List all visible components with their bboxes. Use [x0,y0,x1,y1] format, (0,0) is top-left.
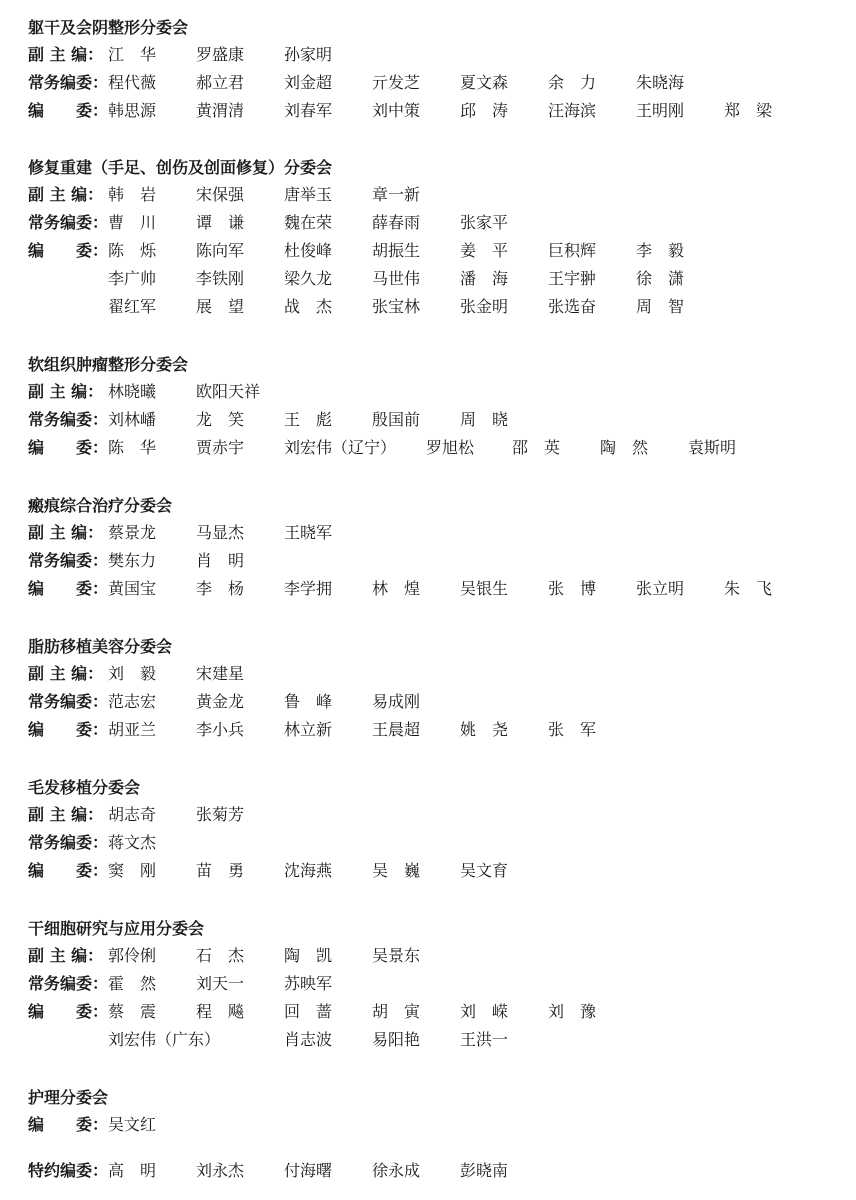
member-name: 刘 嵘 [460,1002,509,1021]
role-label: 副 主 编： [28,382,104,401]
member-name: 苗 勇 [196,861,245,880]
member-name: 袁斯明 [688,438,737,457]
member-name: 张宝林 [372,297,421,316]
member-name: 胡 寅 [372,1002,421,1021]
member-name: 翟红军 [108,297,157,316]
member-name: 马显杰 [196,523,245,542]
member-name: 张立明 [636,579,685,598]
member-row [0,578,856,600]
member-name: 郑 梁 [724,101,773,120]
member-name: 朱 飞 [724,579,773,598]
member-name: 肖志波 [284,1030,333,1049]
member-name: 殷国前 [372,410,421,429]
member-name: 贾赤宇 [196,438,245,457]
member-name: 李学拥 [284,579,333,598]
member-name: 回 蔷 [284,1002,333,1021]
member-name: 潘 海 [460,269,509,288]
member-name: 李铁刚 [196,269,245,288]
member-name: 周 智 [636,297,685,316]
member-name: 张选奋 [548,297,597,316]
member-name: 夏文森 [460,73,509,92]
role-label: 常务编委： [28,833,109,852]
member-name: 胡振生 [372,241,421,260]
member-row [0,691,856,713]
member-name: 王晓军 [284,523,333,542]
role-label: 编 委： [28,101,109,120]
member-name: 苏映军 [284,974,333,993]
member-name: 黄金龙 [196,692,245,711]
role-label: 常务编委： [28,410,109,429]
member-name: 付海曙 [284,1161,333,1180]
member-name: 梁久龙 [284,269,333,288]
member-name: 张菊芳 [196,805,245,824]
role-label: 编 委： [28,1002,109,1021]
member-name: 陶 然 [600,438,649,457]
member-name: 刘 毅 [108,664,157,683]
member-name: 蔡景龙 [108,523,157,542]
member-name: 范志宏 [108,692,157,711]
role-label: 编 委： [28,241,109,260]
member-row [0,44,856,66]
member-row [0,437,856,459]
member-name: 韩思源 [108,101,157,120]
role-label: 副 主 编： [28,946,104,965]
member-row [0,663,856,685]
member-name: 张家平 [460,213,509,232]
committee-title: 躯干及会阴整形分委会 [28,18,189,37]
member-name: 徐永成 [372,1161,421,1180]
member-name: 刘宏伟（辽宁） [284,438,397,457]
member-name: 张 博 [548,579,597,598]
member-name: 刘 豫 [548,1002,597,1021]
member-name: 王明刚 [636,101,685,120]
role-label: 编 委： [28,1115,109,1134]
committee-title: 毛发移植分委会 [28,778,141,797]
member-name: 刘天一 [196,974,245,993]
member-name: 彭晓南 [460,1161,509,1180]
member-name: 樊东力 [108,551,157,570]
member-name: 余 力 [548,73,597,92]
member-name: 欧阳天祥 [196,382,261,401]
member-row [0,832,856,854]
member-row [0,719,856,741]
committee-title: 护理分委会 [28,1088,109,1107]
member-name: 郝立君 [196,73,245,92]
role-label: 副 主 编： [28,185,104,204]
member-name: 罗旭松 [426,438,475,457]
member-row [0,1114,856,1136]
member-name: 程 飚 [196,1002,245,1021]
member-name: 胡志奇 [108,805,157,824]
member-name: 霍 然 [108,974,157,993]
member-row [0,1001,856,1023]
member-name: 邱 涛 [460,101,509,120]
committee-title: 修复重建（手足、创伤及创面修复）分委会 [28,158,333,177]
member-name: 窦 刚 [108,861,157,880]
member-name: 李小兵 [196,720,245,739]
member-row [0,184,856,206]
member-name: 郭伶俐 [108,946,157,965]
role-label: 编 委： [28,720,109,739]
member-name: 汪海滨 [548,101,597,120]
member-name: 刘金超 [284,73,333,92]
member-name: 刘永杰 [196,1161,245,1180]
member-name: 陈 烁 [108,241,157,260]
member-name: 章一新 [372,185,421,204]
role-label: 常务编委： [28,974,109,993]
member-name: 黄渭清 [196,101,245,120]
member-row [0,1160,856,1182]
role-label: 编 委： [28,438,109,457]
member-name: 刘春军 [284,101,333,120]
member-name: 江 华 [108,45,157,64]
role-label: 副 主 编： [28,805,104,824]
role-label: 常务编委： [28,551,109,570]
member-name: 姚 尧 [460,720,509,739]
member-name: 宋建星 [196,664,245,683]
member-name: 李 毅 [636,241,685,260]
member-row [0,973,856,995]
member-row [0,381,856,403]
member-name: 李广帅 [108,269,157,288]
member-row [0,522,856,544]
member-name: 朱晓海 [636,73,685,92]
member-name: 吴 巍 [372,861,421,880]
member-row [0,240,856,262]
member-row [0,100,856,122]
member-name: 林立新 [284,720,333,739]
committee-title: 干细胞研究与应用分委会 [28,919,205,938]
member-name: 易成刚 [372,692,421,711]
member-name: 林 煌 [372,579,421,598]
member-row [0,804,856,826]
member-name: 肖 明 [196,551,245,570]
member-name: 谭 谦 [196,213,245,232]
member-name: 徐 潇 [636,269,685,288]
member-name: 魏在荣 [284,213,333,232]
member-row [0,860,856,882]
member-row [0,72,856,94]
role-label: 常务编委： [28,73,109,92]
member-row [0,296,856,318]
member-name: 吴景东 [372,946,421,965]
committee-title: 软组织肿瘤整形分委会 [28,355,189,374]
member-name: 易阳艳 [372,1030,421,1049]
member-name: 陶 凯 [284,946,333,965]
member-name: 陈 华 [108,438,157,457]
member-name: 马世伟 [372,269,421,288]
member-name: 罗盛康 [196,45,245,64]
member-name: 陈向军 [196,241,245,260]
member-name: 张 军 [548,720,597,739]
member-name: 刘中策 [372,101,421,120]
member-name: 林晓曦 [108,382,157,401]
role-label: 编 委： [28,579,109,598]
member-name: 邵 英 [512,438,561,457]
committee-title: 脂肪移植美容分委会 [28,637,173,656]
member-name: 石 杰 [196,946,245,965]
member-name: 龙 笑 [196,410,245,429]
member-row [0,212,856,234]
member-name: 吴银生 [460,579,509,598]
role-label: 编 委： [28,861,109,880]
role-label: 副 主 编： [28,45,104,64]
role-label: 副 主 编： [28,523,104,542]
member-name: 王宇翀 [548,269,597,288]
member-row [0,409,856,431]
member-row [0,268,856,290]
member-name: 程代薇 [108,73,157,92]
member-name: 杜俊峰 [284,241,333,260]
committee-title: 瘢痕综合治疗分委会 [28,496,173,515]
member-name: 王 彪 [284,410,333,429]
member-name: 吴文育 [460,861,509,880]
member-name: 蔡 震 [108,1002,157,1021]
member-name: 亓发芝 [372,73,421,92]
member-row [0,1029,856,1051]
member-name: 黄国宝 [108,579,157,598]
member-name: 胡亚兰 [108,720,157,739]
member-name: 鲁 峰 [284,692,333,711]
role-label: 常务编委： [28,213,109,232]
member-name: 唐举玉 [284,185,333,204]
member-name: 吴文红 [108,1115,157,1134]
member-name: 姜 平 [460,241,509,260]
role-label: 特约编委： [28,1161,109,1180]
member-name: 刘林嶓 [108,410,157,429]
member-row [0,550,856,572]
member-name: 张金明 [460,297,509,316]
member-name: 王晨超 [372,720,421,739]
member-name: 周 晓 [460,410,509,429]
member-name: 宋保强 [196,185,245,204]
member-name: 王洪一 [460,1030,509,1049]
member-name: 沈海燕 [284,861,333,880]
member-name: 薛春雨 [372,213,421,232]
member-name: 曹 川 [108,213,157,232]
member-name: 孙家明 [284,45,333,64]
member-name: 蒋文杰 [108,833,157,852]
member-name: 展 望 [196,297,245,316]
member-name: 战 杰 [284,297,333,316]
member-name: 刘宏伟（广东） [108,1030,221,1049]
role-label: 常务编委： [28,692,109,711]
role-label: 副 主 编： [28,664,104,683]
member-name: 韩 岩 [108,185,157,204]
member-name: 巨积辉 [548,241,597,260]
member-name: 高 明 [108,1161,157,1180]
member-row [0,945,856,967]
member-name: 李 杨 [196,579,245,598]
